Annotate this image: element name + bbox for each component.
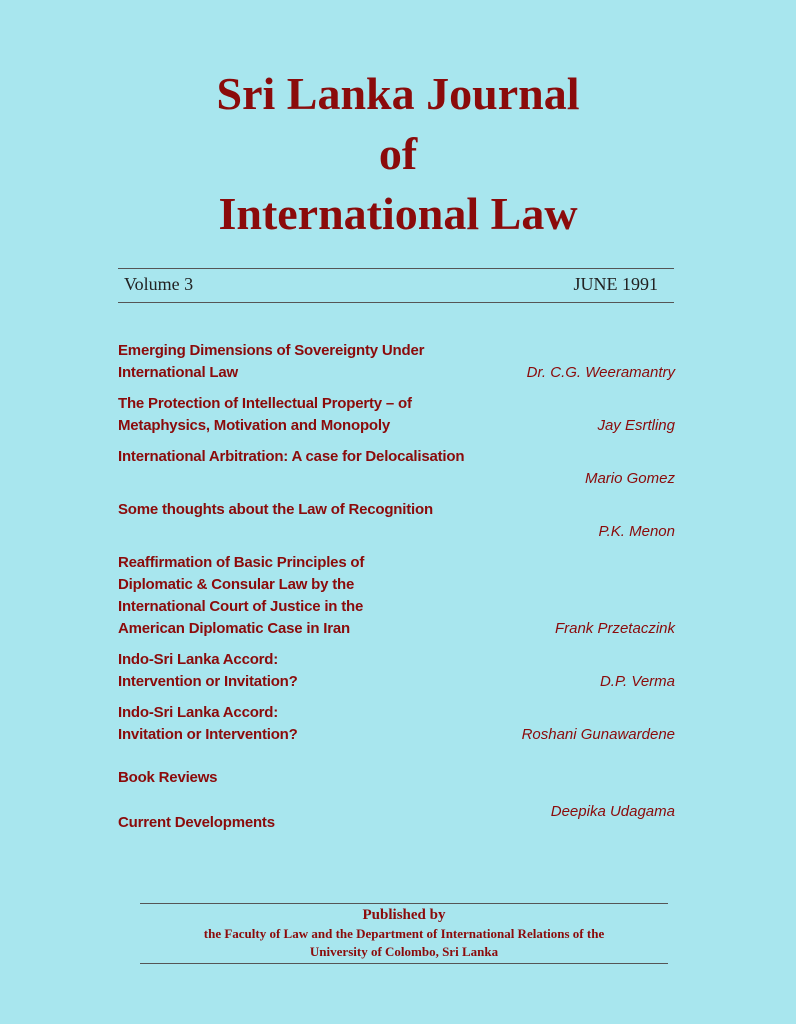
article-title: Some thoughts about the Law of Recognition <box>118 501 433 518</box>
volume-row <box>124 274 658 295</box>
article-title: Reaffirmation of Basic Principles of Diplomatic & Consular Law by the International Court of Justice in the American Diplomatic Case in Iran <box>118 554 365 637</box>
article-author: D.P. Verma <box>599 673 675 690</box>
rule-top <box>118 268 674 269</box>
article-author: Mario Gomez <box>584 470 675 487</box>
issue-date: JUNE 1991 <box>573 274 658 294</box>
article-author: Dr. C.G. Weeramantry <box>526 364 675 381</box>
publisher-block <box>140 905 668 961</box>
article-title: Emerging Dimensions of Sovereignty Under International Law <box>118 342 425 381</box>
article-title: Current Developments <box>118 814 275 831</box>
publisher-line-2: University of Colombo, Sri Lanka <box>309 944 499 959</box>
publisher-line-1: the Faculty of Law and the Department of International Relations of the <box>203 926 605 941</box>
article-title: Indo-Sri Lanka Accord: Invitation or Intervention? <box>118 704 298 743</box>
article-author: Frank Przetaczink <box>554 620 675 637</box>
article-title: Indo-Sri Lanka Accord: Intervention or Invitation? <box>118 651 298 690</box>
article-title: Book Reviews <box>118 769 218 786</box>
journal-title-line-1: Sri Lanka Journal <box>216 68 580 119</box>
footer-rule-top <box>140 903 668 904</box>
journal-title <box>0 64 796 244</box>
volume-label: Volume 3 <box>124 274 194 294</box>
journal-title-line-2: of <box>378 128 418 179</box>
footer-rule-bottom <box>140 963 668 964</box>
rule-bottom <box>118 302 674 303</box>
article-author: Jay Esrtling <box>597 417 675 434</box>
article-author: Roshani Gunawardene <box>521 726 675 743</box>
article-title: The Protection of Intellectual Property – of Metaphysics, Motivation and Monopoly <box>118 395 412 434</box>
article-title: International Arbitration: A case for Delocalisation <box>118 448 465 465</box>
published-by: Published by <box>362 907 446 923</box>
article-author: Deepika Udagama <box>550 803 675 820</box>
article-author: P.K. Menon <box>598 523 675 540</box>
journal-title-line-3: International Law <box>218 188 578 239</box>
